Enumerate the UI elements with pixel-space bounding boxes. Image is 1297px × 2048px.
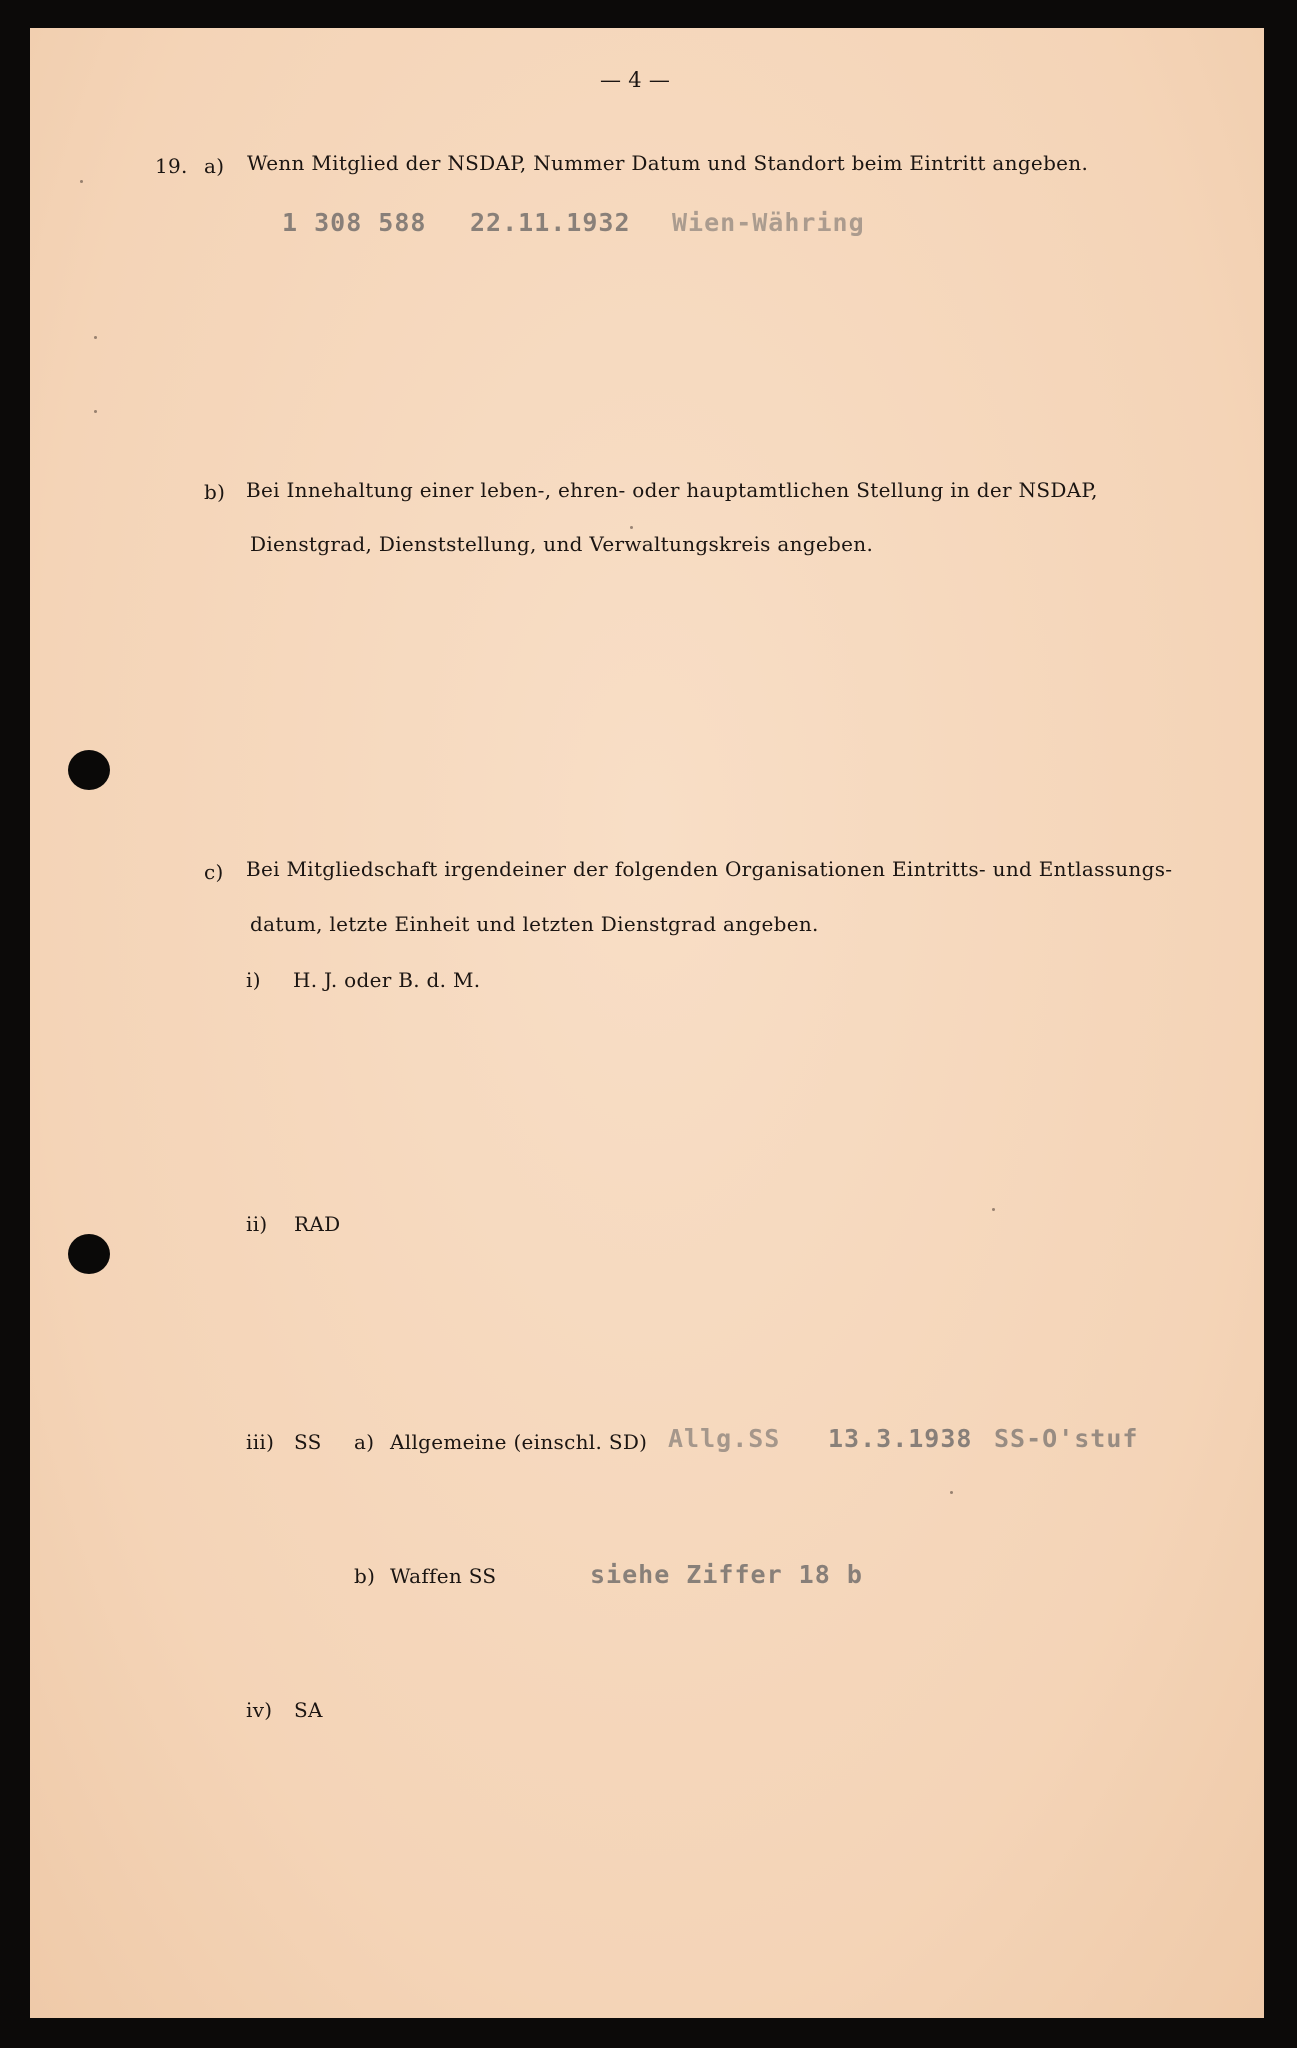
question-b-line2: Dienstgrad, Dienststellung, und Verwaltungskreis angeben. bbox=[250, 532, 874, 556]
item-ii-marker: ii) bbox=[246, 1212, 268, 1236]
question-a-marker: a) bbox=[204, 154, 225, 178]
punch-hole-bottom bbox=[68, 1234, 110, 1274]
ss-date-answer: 13.3.1938 bbox=[828, 1424, 973, 1453]
item-iii-label: SS bbox=[294, 1430, 322, 1454]
document-page bbox=[30, 28, 1264, 2018]
question-b-marker: b) bbox=[204, 480, 226, 504]
punch-hole-top bbox=[68, 750, 110, 790]
paper-speck bbox=[94, 410, 97, 413]
nsdap-place-answer: Wien-Währing bbox=[672, 208, 865, 237]
item-iii-b-marker: b) bbox=[354, 1564, 376, 1588]
ss-unit-answer: Allg.SS bbox=[668, 1424, 781, 1453]
paper-speck bbox=[630, 526, 633, 529]
paper-speck bbox=[80, 180, 83, 183]
item-iv-marker: iv) bbox=[246, 1698, 273, 1722]
item-ii-label: RAD bbox=[294, 1212, 341, 1236]
question-b-line1: Bei Innehaltung einer leben-, ehren- oder hauptamtlichen Stellung in der NSDAP, bbox=[246, 478, 1098, 502]
question-c-line2: datum, letzte Einheit und letzten Dienstgrad angeben. bbox=[250, 912, 819, 936]
item-iii-b-label: Waffen SS bbox=[390, 1564, 497, 1588]
item-i-marker: i) bbox=[246, 968, 261, 992]
item-i-label: H. J. oder B. d. M. bbox=[293, 968, 481, 992]
nsdap-number-answer: 1 308 588 bbox=[282, 208, 427, 237]
waffen-ss-answer: siehe Ziffer 18 b bbox=[590, 1560, 863, 1589]
paper-speck bbox=[992, 1208, 995, 1211]
nsdap-date-answer: 22.11.1932 bbox=[470, 208, 631, 237]
ss-rank-answer: SS-O'stuf bbox=[994, 1424, 1139, 1453]
question-c-line1: Bei Mitgliedschaft irgendeiner der folgenden Organisationen Eintritts- und Entlassungs- bbox=[246, 857, 1173, 881]
paper-speck bbox=[94, 336, 97, 339]
question-a-text: Wenn Mitglied der NSDAP, Nummer Datum und Standort beim Eintritt angeben. bbox=[247, 151, 1089, 175]
item-iii-a-marker: a) bbox=[354, 1430, 375, 1454]
paper-speck bbox=[950, 1491, 953, 1494]
item-iii-marker: iii) bbox=[246, 1430, 275, 1454]
item-iv-label: SA bbox=[294, 1698, 323, 1722]
question-c-marker: c) bbox=[204, 860, 224, 884]
question-number: 19. bbox=[155, 154, 188, 178]
page-number: — 4 — bbox=[600, 68, 671, 92]
item-iii-a-label: Allgemeine (einschl. SD) bbox=[390, 1430, 648, 1454]
